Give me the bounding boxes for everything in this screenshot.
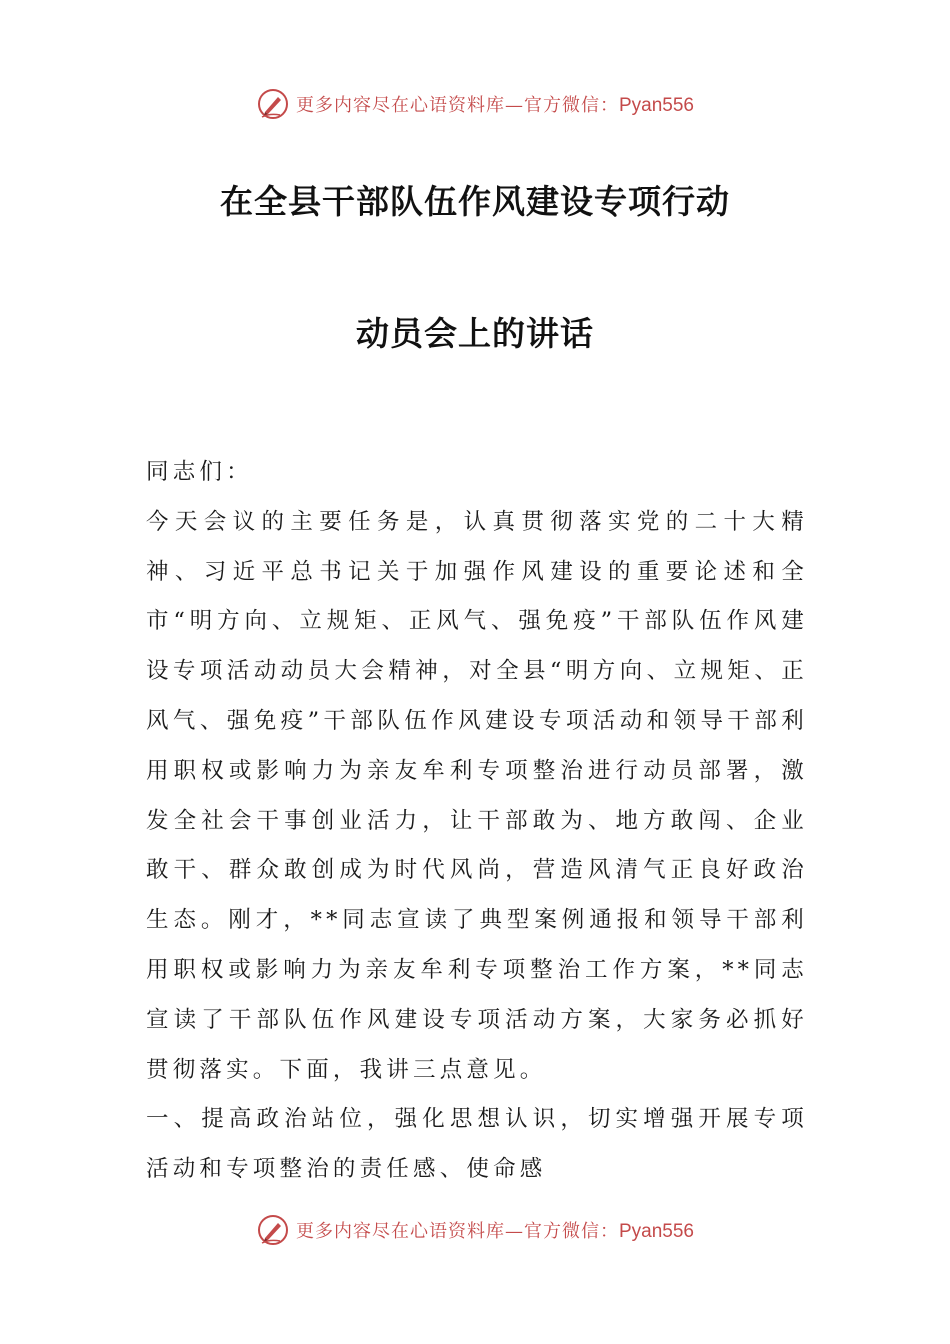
watermark-wechat-id: Pyan556 (618, 95, 694, 116)
watermark-header (0, 84, 950, 124)
watermark-footer (0, 1210, 950, 1250)
section-heading-1: 一、提高政治站位，强化思想认识，切实增强开展专项活动和专项整治的责任感、使命感 (146, 1106, 808, 1183)
salutation: 同志们： (146, 459, 253, 485)
watermark-text: 更多内容尽在心语资料库—官方微信：Pyan556 (295, 1221, 694, 1242)
document-title-line2: 动员会上的讲话 (356, 314, 594, 353)
paragraph-1: 今天会议的主要任务是，认真贯彻落实党的二十大精神、习近平总书记关于加强作风建设的重要论述和全市“明方向、立规矩、正风气、强免疫”干部队伍作风建设专项活动动员大会精神，对全县“明方向、立规矩、正风气、强免疫”干部队伍作风建设专项活动和领导干部利用职权或影响力为亲友牟利专项整治进行动员部署，激发全社会干事创业活力，让干部敢为、地方敢闯、企业敢干、群众敢创成为时代风尚，营造风清气正良好政治生态。刚才，**同志宣读了典型案例通报和领导干部利用职权或影响力为亲友牟利专项整治工作方案，**同志宣读了干部队伍作风建设专项活动方案，大家务必抓好贯彻落实。下面，我讲三点意见。 (146, 508, 808, 1083)
watermark-text: 更多内容尽在心语资料库—官方微信：Pyan556 (295, 95, 694, 116)
watermark-wechat-id: Pyan556 (618, 1221, 694, 1242)
pen-logo-icon (256, 87, 290, 121)
document-title-line1: 在全县干部队伍作风建设专项行动 (220, 182, 730, 221)
pen-logo-icon (256, 1213, 290, 1247)
document-body (146, 448, 808, 1195)
